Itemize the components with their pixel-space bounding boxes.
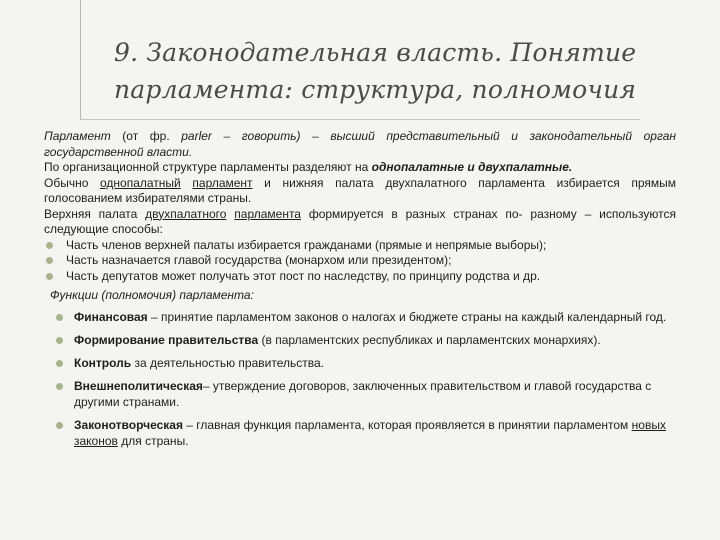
parliament-link-2[interactable]: парламента (234, 206, 301, 221)
function-text: – принятие парламентом законов о налогах и бюджете страны на каждый календарный год. (147, 309, 667, 324)
bullet-icon (56, 422, 63, 429)
lower-house-space (181, 176, 193, 190)
lower-house-text-start: Обычно (44, 175, 101, 190)
definition-origin: parler – говорить) – высший представительный и законодательный орган государственной власти. (44, 129, 677, 159)
function-text: за деятельностью правительства. (131, 355, 324, 370)
upper-house-text-end: формируется в разных странах по- разному – используются следующие способы: (44, 206, 676, 236)
list-item (44, 269, 676, 285)
list-item (44, 253, 676, 269)
definition-text: (от фр. (110, 129, 182, 143)
upper-house-text-start: Верхняя палата (44, 206, 146, 221)
function-item (44, 309, 676, 325)
function-term: Контроль (74, 355, 132, 370)
definition-term: Парламент (44, 129, 111, 143)
function-text: – утверждение договоров, заключенных правительством и главой государства с другими странами. (74, 378, 652, 409)
list-item-text: Часть депутатов может получать этот пост по наследству, по принципу родства и др. (66, 268, 541, 283)
function-item (44, 332, 676, 348)
function-text: (в парламентских республиках и парламентских монархиях). (258, 332, 601, 347)
definition-paragraph (44, 129, 676, 160)
unicameral-link[interactable]: однопалатный (100, 175, 181, 190)
bullet-icon (56, 360, 63, 367)
function-term: Внешнеполитическая (74, 378, 203, 393)
structure-paragraph (44, 160, 676, 176)
slide-title: 9. Законодательная власть. Понятие парламента: структура, полномочия (114, 38, 637, 104)
new-laws-link[interactable]: новых законов (74, 417, 666, 448)
function-term: Финансовая (74, 309, 148, 324)
function-item (44, 417, 676, 449)
functions-list (44, 309, 676, 449)
bullet-icon (46, 273, 53, 280)
upper-house-paragraph (44, 207, 676, 238)
function-term: Формирование правительства (74, 332, 259, 347)
bullet-icon (46, 242, 53, 249)
function-term: Законотворческая (74, 417, 183, 432)
bullet-icon (56, 383, 63, 390)
list-item-text: Часть членов верхней палаты избирается гражданами (прямые и непрямые выборы); (66, 237, 547, 252)
list-item-text: Часть назначается главой государства (монархом или президентом); (66, 253, 452, 267)
function-text: – главная функция парламента, которая проявляется в принятии парламентом (182, 417, 632, 432)
function-item (44, 378, 676, 410)
title-horizontal-rule (80, 119, 640, 120)
title-vertical-rule (80, 0, 81, 120)
slide-body (44, 129, 676, 456)
function-text-end: для страны. (117, 433, 189, 448)
bicameral-link[interactable]: двухпалатного (145, 206, 227, 221)
structure-text: По организационной структуре парламенты разделяют на (44, 160, 372, 174)
bullet-icon (56, 337, 63, 344)
lower-house-text-end: и нижняя палата двухпалатного парламента избирается прямым голосованием избирателями страны. (44, 175, 676, 205)
parliament-link[interactable]: парламент (192, 175, 253, 190)
functions-heading: Функции (полномочия) парламента: (50, 288, 254, 302)
structure-types: однопалатные и двухпалатные. (371, 160, 573, 174)
bullet-icon (56, 314, 63, 321)
function-item (44, 355, 676, 371)
lower-house-paragraph (44, 176, 676, 207)
bullet-icon (46, 257, 53, 264)
formation-methods-list (44, 238, 676, 285)
list-item (44, 238, 676, 254)
